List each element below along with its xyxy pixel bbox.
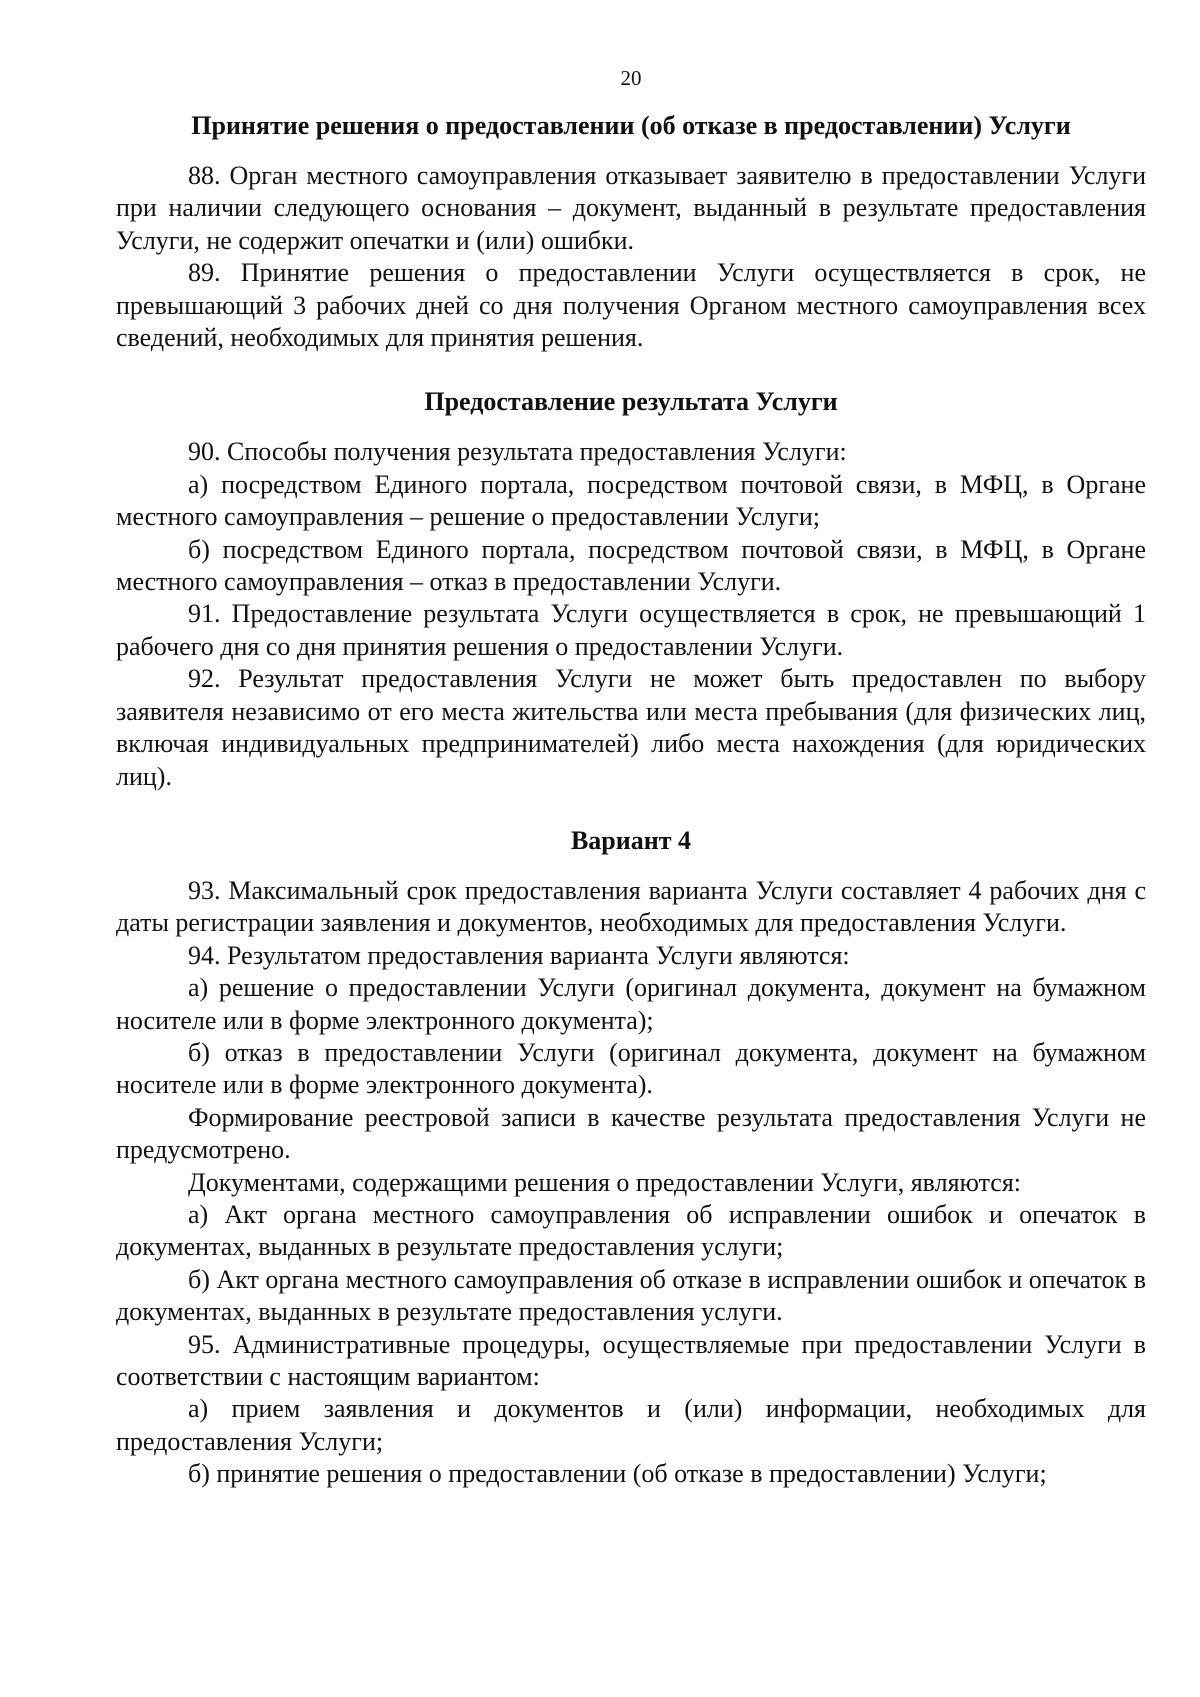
paragraph-documents-intro: Документами, содержащими решения о предоставлении Услуги, являются:: [188, 1167, 1022, 1197]
paragraph-94: 94. Результатом предоставления варианта Услуги являются:: [188, 940, 850, 970]
paragraph-88: 88. Орган местного самоуправления отказывает заявителю в предоставлении Услуги при наличии следующего основания – документ, выданный в результате предоставления Услуги, не содержит опечатки и (или) ошибки.: [116, 161, 1146, 255]
page-number: 20: [620, 66, 642, 90]
paragraph-90: 90. Способы получения результата предоставления Услуги:: [188, 437, 847, 467]
section-heading-result: Предоставление результата Услуги: [424, 387, 838, 417]
paragraph-90-a: а) посредством Единого портала, посредством почтовой связи, в МФЦ, в Органе местного самоуправления – решение о предоставлении Услуги;: [116, 469, 1146, 532]
paragraph-92: 92. Результат предоставления Услуги не может быть предоставлен по выбору заявителя независимо от его места жительства или места пребывания (для физических лиц, включая индивидуальных предпринимателей) либо места нахождения (для юридических лиц).: [116, 664, 1146, 791]
paragraph-91: 91. Предоставление результата Услуги осуществляется в срок, не превышающий 1 рабочего дня со дня принятия решения о предоставлении Услуги.: [116, 599, 1146, 661]
paragraph-94-b: б) отказ в предоставлении Услуги (оригинал документа, документ на бумажном носителе или в форме электронного документа).: [116, 1037, 1146, 1100]
paragraph-94-a: а) решение о предоставлении Услуги (оригинал документа, документ на бумажном носителе или в форме электронного документа);: [116, 973, 1146, 1035]
paragraph-93: 93. Максимальный срок предоставления варианта Услуги составляет 4 рабочих дня с даты регистрации заявления и документов, необходимых для предоставления Услуги.: [116, 875, 1146, 938]
paragraph-registry-note: Формирование реестровой записи в качестве результата предоставления Услуги не предусмотрено.: [116, 1102, 1146, 1165]
paragraph-documents-a: а) Акт органа местного самоуправления об исправлении ошибок и опечаток в документах, выданных в результате предоставления услуги;: [116, 1199, 1146, 1262]
document-page: [116, 66, 1146, 1491]
section-heading-variant-4: Вариант 4: [570, 825, 692, 855]
paragraph-95: 95. Административные процедуры, осуществляемые при предоставлении Услуги в соответствии с настоящим вариантом:: [116, 1329, 1146, 1391]
paragraph-95-a: а) прием заявления и документов и (или) информации, необходимых для предоставления Услуги;: [116, 1394, 1146, 1456]
paragraph-89: 89. Принятие решения о предоставлении Услуги осуществляется в срок, не превышающий 3 рабочих дней со дня получения Органом местного самоуправления всех сведений, необходимых для принятия решения.: [116, 258, 1146, 353]
section-heading-decision: Принятие решения о предоставлении (об отказе в предоставлении) Услуги: [191, 111, 1071, 140]
paragraph-documents-b: б) Акт органа местного самоуправления об отказе в исправлении ошибок и опечаток в документах, выданных в результате предоставления услуги.: [116, 1264, 1146, 1327]
paragraph-90-b: б) посредством Единого портала, посредством почтовой связи, в МФЦ, в Органе местного самоуправления – отказ в предоставлении Услуги.: [116, 534, 1146, 597]
paragraph-95-b: б) принятие решения о предоставлении (об отказе в предоставлении) Услуги;: [188, 1459, 1047, 1489]
